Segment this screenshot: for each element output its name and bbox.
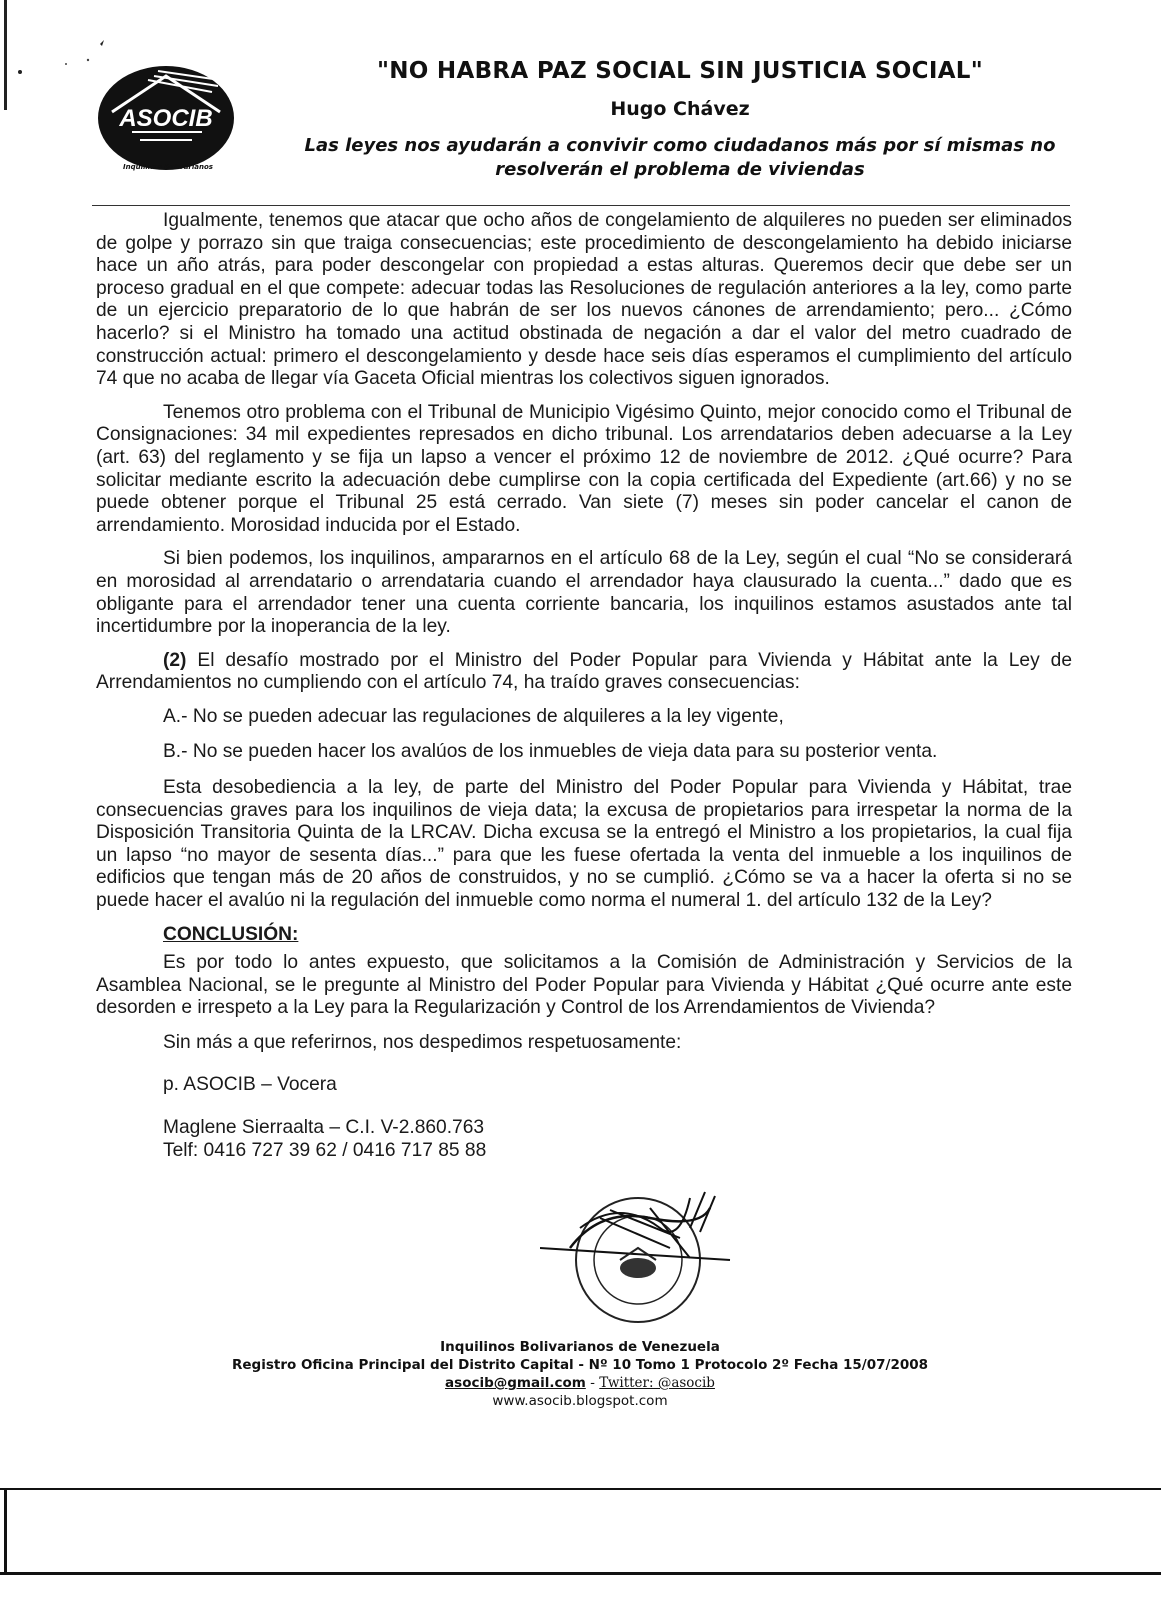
signer-role: p. ASOCIB – Vocera bbox=[163, 1073, 337, 1095]
scan-bottom-border bbox=[0, 1488, 1161, 1490]
paragraph-2: Tenemos otro problema con el Tribunal de Municipio Vigésimo Quinto, mejor conocido como el Tribunal de Consignaciones: 34 mil expedientes represados en dicho tribunal. Los arrendatarios deben adecuarse a la Ley (art. 63) del reglamento y se fija un lapso a vencer el próximo 12 de noviembre de 2012. ¿Qué ocurre? Para solicitar mediante escrito la adecuación debe cumplirse con la copia certificada del Expediente (art.66) y no se puede obtener porque el Tribunal 25 está cerrado. Van siete (7) meses sin poder cancelar el canon de arrendamiento. Morosidad inducida por el Estado. bbox=[96, 401, 1072, 536]
header-quote bbox=[280, 134, 1080, 182]
footer-twitter-link[interactable]: Twitter: @asocib bbox=[599, 1375, 715, 1391]
signer-name: Maglene Sierraalta – C.I. V-2.860.763 bbox=[163, 1116, 485, 1138]
footer-contact bbox=[90, 1374, 1070, 1392]
header-divider bbox=[92, 205, 1070, 206]
paragraph-3: Si bien podemos, los inquilinos, ampararnos en el artículo 68 de la Ley, según el cual “No se considerará en morosidad al arrendatario o arrendataria cuando el arrendador haya clausurado la cuenta...” dado que es obligante para el arrendador tener una cuenta corriente bancaria, los inquilinos estamos asustados ante tal incertidumbre por la inoperancia de la ley. bbox=[96, 548, 1072, 638]
paragraph-4-text: El desafío mostrado por el Ministro del Poder Popular para Vivienda y Hábitat ante la Ley de Arrendamientos no cumpliendo con el artículo 74, ha traído graves consecuencias: bbox=[96, 649, 1072, 694]
paragraph-4-number: (2) bbox=[163, 649, 187, 671]
document-footer bbox=[90, 1338, 1070, 1410]
conclusion-heading-colon: : bbox=[291, 923, 299, 945]
header-author: Hugo Chávez bbox=[610, 98, 750, 120]
logo-text: ASOCIB bbox=[119, 105, 213, 132]
logo-caption: Inquilinos Bolivarianos bbox=[123, 163, 213, 171]
list-item-a: A.- No se pueden adecuar las regulaciones de alquileres a la ley vigente, bbox=[163, 705, 784, 727]
footer-email-link[interactable]: asocib@gmail.com bbox=[445, 1375, 586, 1391]
closing-line: Sin más a que referirnos, nos despedimos respetuosamente: bbox=[163, 1032, 682, 1053]
scan-edge-mark bbox=[4, 0, 7, 110]
paragraph-1: Igualmente, tenemos que atacar que ocho años de congelamiento de alquileres no pueden ser eliminados de golpe y porrazo sin que traiga consecuencias; este procedimiento de descongelamiento ha debido iniciarse hace un año atrás, para poder descongelar con propiedad a estas alturas. Queremos decir que debe ser un proceso gradual en el que compete: adecuar todas las Resoluciones de regulación anteriores a la ley, como parte de un ejercicio preparatorio de lo que habrán de ser los nuevos cánones de arrendamiento; pero... ¿Cómo hacerlo? si el Ministro ha tomado una actitud obstinada de negación a dar el valor del metro cuadrado de construcción actual: primero el descongelamiento y desde hace seis días esperamos el cumplimiento del artículo 74 que no acaba de llegar vía Gaceta Oficial mientras los colectivos siguen ignorados. bbox=[96, 210, 1072, 390]
scan-bottom-corner bbox=[4, 1488, 7, 1574]
paragraph-5: Esta desobediencia a la ley, de parte del Ministro del Poder Popular para Vivienda y Hábitat, trae consecuencias graves para los inquilinos de vieja data; la excusa de propietarios para irrespetar la norma de la Disposición Transitoria Quinta de la LRCAV. Dicha excusa se la entregó el Ministro a los propietarios, la cual fija un lapso “no mayor de sesenta días...” para que les fuese ofertada la venta del inmueble a los inquilinos de edificios que tengan más de 20 años de construidos, y no se cumplió. ¿Cómo se va a hacer la oferta si no se puede hacer el avalúo ni la regulación del inmueble como norma el numeral 1. del artículo 132 de la Ley? bbox=[96, 777, 1072, 912]
header-motto: "NO HABRA PAZ SOCIAL SIN JUSTICIA SOCIAL" bbox=[376, 58, 984, 84]
header-quote-line2: resolverán el problema de viviendas bbox=[495, 159, 865, 180]
document-body bbox=[96, 210, 1072, 1162]
signature-stamp-icon bbox=[540, 1188, 740, 1328]
footer-website[interactable]: www.asocib.blogspot.com bbox=[492, 1393, 668, 1409]
paragraph-6: Es por todo lo antes expuesto, que solicitamos a la Comisión de Administración y Servicios de la Asamblea Nacional, se le pregunte al Ministro del Poder Popular para Vivienda y Hábitat ¿Qué ocurre ante este desorden e irrespeto a la Ley para la Regularización y Control de los Arrendamientos de Vivienda? bbox=[96, 952, 1072, 1019]
conclusion-heading-text: CONCLUSIÓN bbox=[163, 923, 292, 945]
conclusion-heading bbox=[163, 924, 1072, 947]
footer-registry: Registro Oficina Principal del Distrito Capital - Nº 10 Tomo 1 Protocolo 2º Fecha 15/07/2008 bbox=[231, 1357, 929, 1373]
scan-bottom-edge bbox=[0, 1572, 1161, 1575]
header-quote-line1: Las leyes nos ayudarán a convivir como ciudadanos más por sí mismas no bbox=[304, 135, 1056, 156]
paragraph-4 bbox=[96, 650, 1072, 695]
asocib-logo-icon bbox=[92, 62, 240, 174]
document-header bbox=[280, 58, 1080, 182]
signer-phone: Telf: 0416 727 39 62 / 0416 717 85 88 bbox=[163, 1139, 487, 1161]
footer-org: Inquilinos Bolivarianos de Venezuela bbox=[440, 1339, 720, 1355]
list-item-b: B.- No se pueden hacer los avalúos de los inmuebles de vieja data para su posterior venta. bbox=[163, 741, 938, 763]
footer-separator: - bbox=[585, 1375, 600, 1391]
